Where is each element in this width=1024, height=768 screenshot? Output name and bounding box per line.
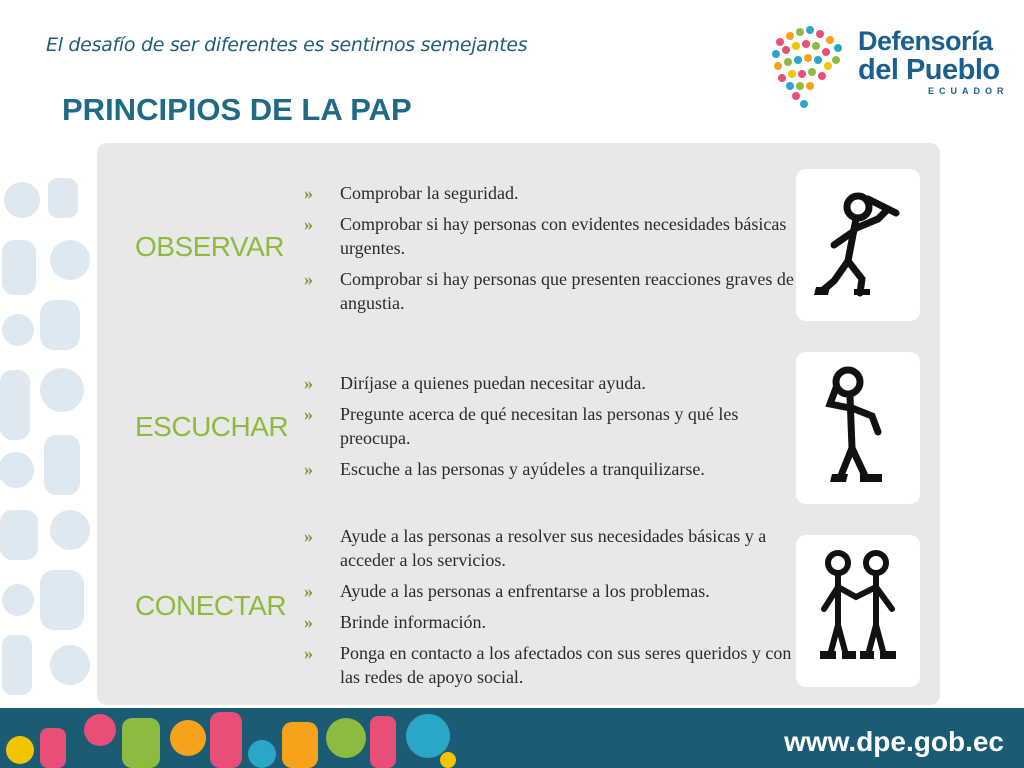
list-item	[304, 524, 794, 572]
section-items	[304, 524, 794, 696]
logo-line-3: ECUADOR	[928, 86, 1009, 96]
bullet-icon: »	[304, 581, 313, 601]
figure-box	[796, 169, 920, 321]
figure-box	[796, 352, 920, 504]
list-item	[304, 641, 794, 689]
section-label: CONECTAR	[135, 590, 287, 621]
item-text: Ponga en contacto a los afectados con sus seres queridos y con las redes de apoyo social.	[340, 643, 792, 687]
person-looking-icon	[796, 169, 920, 321]
figure-box	[796, 535, 920, 687]
section-items	[304, 371, 794, 488]
section-label: OBSERVAR	[135, 231, 285, 262]
item-text: Comprobar la seguridad.	[340, 183, 519, 203]
page-title: PRINCIPIOS DE LA PAP	[62, 92, 412, 127]
list-item	[304, 212, 794, 260]
bullet-icon: »	[304, 643, 313, 663]
bullet-icon: »	[304, 612, 313, 632]
two-people-icon	[796, 535, 920, 687]
bullet-icon: »	[304, 183, 313, 203]
bullet-icon: »	[304, 214, 313, 234]
bullet-icon: »	[304, 404, 313, 424]
logo-line-2: del Pueblo	[858, 54, 1000, 86]
person-listening-icon	[796, 352, 920, 504]
footer-banner	[0, 708, 1024, 768]
background-pattern	[0, 170, 100, 710]
list-item	[304, 402, 794, 450]
item-text: Brinde información.	[340, 612, 486, 632]
list-item	[304, 457, 794, 481]
list-item	[304, 181, 794, 205]
item-text: Comprobar si hay personas que presenten reacciones graves de angustia.	[340, 269, 794, 313]
logo-line-1: Defensoría	[858, 26, 993, 56]
list-item	[304, 371, 794, 395]
tagline: El desafío de ser diferentes es sentirnos semejantes	[46, 34, 528, 56]
item-text: Ayude a las personas a resolver sus necesidades básicas y a acceder a los servicios.	[340, 526, 767, 570]
section-items	[304, 181, 794, 322]
list-item	[304, 267, 794, 315]
bullet-icon: »	[304, 526, 313, 546]
item-text: Escuche a las personas y ayúdeles a tranquilizarse.	[340, 459, 705, 479]
list-item	[304, 610, 794, 634]
section-label: ESCUCHAR	[135, 411, 289, 442]
logo-text	[858, 28, 1009, 96]
item-text: Ayude a las personas a enfrentarse a los problemas.	[340, 581, 710, 601]
list-item	[304, 579, 794, 603]
principles-panel	[97, 143, 940, 705]
footer-url[interactable]: www.dpe.gob.ec	[784, 726, 1004, 757]
item-text: Comprobar si hay personas con evidentes necesidades básicas urgentes.	[340, 214, 787, 258]
item-text: Pregunte acerca de qué necesitan las personas y qué les preocupa.	[340, 404, 739, 448]
bullet-icon: »	[304, 459, 313, 479]
bullet-icon: »	[304, 269, 313, 289]
item-text: Diríjase a quienes puedan necesitar ayuda.	[340, 373, 646, 393]
bullet-icon: »	[304, 373, 313, 393]
